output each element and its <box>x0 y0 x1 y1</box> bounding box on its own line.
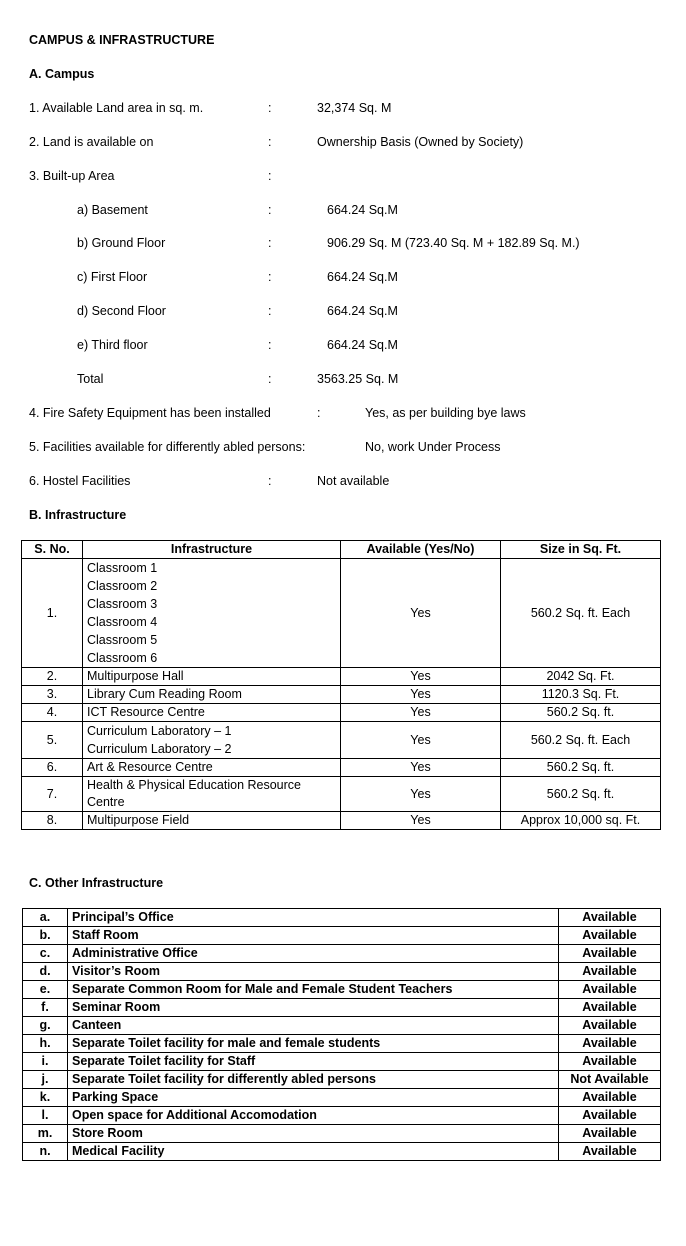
infrastructure-table <box>21 540 661 830</box>
row-sno: 7. <box>22 777 83 812</box>
row-status: Available <box>559 1017 661 1035</box>
campus-row-separator: : <box>268 135 272 149</box>
row-size: 560.2 Sq. ft. <box>501 704 661 722</box>
campus-row-value: 664.24 Sq.M <box>327 203 398 217</box>
page-title: CAMPUS & INFRASTRUCTURE <box>29 33 215 47</box>
campus-row-value: 664.24 Sq.M <box>327 304 398 318</box>
row-item: Art & Resource Centre <box>83 759 341 777</box>
campus-row-separator: : <box>268 304 272 318</box>
table-row <box>23 1071 661 1089</box>
table-row <box>23 927 661 945</box>
row-sno: 5. <box>22 722 83 759</box>
row-key: g. <box>23 1017 68 1035</box>
row-sno: 3. <box>22 686 83 704</box>
row-available: Yes <box>341 777 501 812</box>
campus-row-label: 6. Hostel Facilities <box>29 474 131 488</box>
section-infrastructure-title: B. Infrastructure <box>29 508 127 522</box>
row-item: Health & Physical Education Resource Centre <box>83 777 341 812</box>
campus-row-separator: : <box>268 169 272 183</box>
other-infrastructure-table <box>22 908 661 1161</box>
campus-row-separator: : <box>268 101 272 115</box>
campus-row-label: a) Basement <box>77 203 148 217</box>
row-name: Parking Space <box>68 1089 559 1107</box>
row-status: Available <box>559 999 661 1017</box>
header-infrastructure: Infrastructure <box>83 541 341 559</box>
row-name: Principal’s Office <box>68 909 559 927</box>
campus-row-label: b) Ground Floor <box>77 236 166 250</box>
campus-row-value: Not available <box>317 474 390 488</box>
table-row <box>23 1143 661 1161</box>
campus-row-label: 5. Facilities available for differently abled persons: <box>29 440 306 454</box>
row-sno: 1. <box>22 559 83 668</box>
row-size: 560.2 Sq. ft. <box>501 777 661 812</box>
row-name: Seminar Room <box>68 999 559 1017</box>
table-row <box>23 909 661 927</box>
row-item: Classroom 2 <box>87 579 158 593</box>
row-item: Curriculum Laboratory – 2 <box>87 742 232 756</box>
campus-row-value: 906.29 Sq. M (723.40 Sq. M + 182.89 Sq. M.) <box>327 236 580 250</box>
row-item: ICT Resource Centre <box>83 704 341 722</box>
row-infrastructure <box>83 559 341 668</box>
table-row <box>23 1035 661 1053</box>
row-key: d. <box>23 963 68 981</box>
row-name: Store Room <box>68 1125 559 1143</box>
row-key: h. <box>23 1035 68 1053</box>
row-size: Approx 10,000 sq. Ft. <box>501 812 661 830</box>
campus-row-label: 4. Fire Safety Equipment has been installed <box>29 406 271 420</box>
row-infrastructure <box>83 722 341 759</box>
campus-row-separator: : <box>268 338 272 352</box>
row-item: Curriculum Laboratory – 1 <box>87 724 232 738</box>
row-available: Yes <box>341 559 501 668</box>
table-row <box>23 1053 661 1071</box>
table-row <box>22 722 661 759</box>
campus-row-value: Yes, as per building bye laws <box>365 406 526 420</box>
row-key: c. <box>23 945 68 963</box>
row-status: Available <box>559 909 661 927</box>
row-status: Available <box>559 927 661 945</box>
row-item: Multipurpose Hall <box>83 668 341 686</box>
row-key: i. <box>23 1053 68 1071</box>
campus-row-separator: : <box>268 203 272 217</box>
campus-row-value: No, work Under Process <box>365 440 501 454</box>
row-sno: 2. <box>22 668 83 686</box>
row-size: 560.2 Sq. ft. Each <box>501 722 661 759</box>
row-name: Open space for Additional Accomodation <box>68 1107 559 1125</box>
row-name: Staff Room <box>68 927 559 945</box>
header-size: Size in Sq. Ft. <box>501 541 661 559</box>
campus-row-value: 664.24 Sq.M <box>327 270 398 284</box>
row-name: Visitor’s Room <box>68 963 559 981</box>
row-size: 560.2 Sq. ft. <box>501 759 661 777</box>
row-available: Yes <box>341 759 501 777</box>
campus-row-value: 32,374 Sq. M <box>317 101 392 115</box>
header-available: Available (Yes/No) <box>341 541 501 559</box>
table-row <box>22 759 661 777</box>
row-available: Yes <box>341 812 501 830</box>
row-status: Available <box>559 1143 661 1161</box>
row-key: k. <box>23 1089 68 1107</box>
row-sno: 6. <box>22 759 83 777</box>
table-row <box>23 981 661 999</box>
row-item: Library Cum Reading Room <box>83 686 341 704</box>
row-name: Separate Toilet facility for male and female students <box>68 1035 559 1053</box>
row-item: Classroom 3 <box>87 597 158 611</box>
table-row <box>23 1017 661 1035</box>
campus-row-label: e) Third floor <box>77 338 148 352</box>
row-status: Available <box>559 1089 661 1107</box>
row-item: Classroom 4 <box>87 615 158 629</box>
row-item: Multipurpose Field <box>83 812 341 830</box>
row-status: Available <box>559 981 661 999</box>
row-status: Available <box>559 1107 661 1125</box>
campus-row-separator: : <box>268 474 272 488</box>
row-available: Yes <box>341 704 501 722</box>
campus-row-value: 664.24 Sq.M <box>327 338 398 352</box>
row-sno: 8. <box>22 812 83 830</box>
table-row <box>23 1125 661 1143</box>
row-key: l. <box>23 1107 68 1125</box>
row-key: f. <box>23 999 68 1017</box>
row-item: Classroom 1 <box>87 561 158 575</box>
table-row <box>22 704 661 722</box>
row-item: Classroom 5 <box>87 633 158 647</box>
campus-row-label: Total <box>77 372 104 386</box>
campus-row-separator: : <box>317 406 321 420</box>
table-row <box>22 668 661 686</box>
row-size: 560.2 Sq. ft. Each <box>501 559 661 668</box>
row-key: j. <box>23 1071 68 1089</box>
section-campus-title: A. Campus <box>29 67 95 81</box>
header-sno: S. No. <box>22 541 83 559</box>
row-name: Separate Toilet facility for differently abled persons <box>68 1071 559 1089</box>
row-size: 2042 Sq. Ft. <box>501 668 661 686</box>
table-row <box>23 1107 661 1125</box>
table-row <box>22 777 661 812</box>
campus-row-separator: : <box>268 270 272 284</box>
row-key: a. <box>23 909 68 927</box>
table-row <box>22 812 661 830</box>
row-key: m. <box>23 1125 68 1143</box>
row-key: b. <box>23 927 68 945</box>
table-row <box>23 999 661 1017</box>
row-size: 1120.3 Sq. Ft. <box>501 686 661 704</box>
table-row <box>23 963 661 981</box>
row-name: Canteen <box>68 1017 559 1035</box>
campus-row-label: c) First Floor <box>77 270 148 284</box>
row-available: Yes <box>341 722 501 759</box>
row-name: Administrative Office <box>68 945 559 963</box>
section-other-title: C. Other Infrastructure <box>29 876 164 890</box>
campus-row-value: 3563.25 Sq. M <box>317 372 399 386</box>
row-key: n. <box>23 1143 68 1161</box>
row-name: Separate Toilet facility for Staff <box>68 1053 559 1071</box>
row-status: Available <box>559 963 661 981</box>
campus-row-value: Ownership Basis (Owned by Society) <box>317 135 524 149</box>
row-status: Available <box>559 1125 661 1143</box>
row-sno: 4. <box>22 704 83 722</box>
campus-row-label: d) Second Floor <box>77 304 166 318</box>
row-key: e. <box>23 981 68 999</box>
table-row <box>23 945 661 963</box>
row-status: Available <box>559 1053 661 1071</box>
campus-row-label: 2. Land is available on <box>29 135 154 149</box>
row-item: Classroom 6 <box>87 651 158 665</box>
row-name: Medical Facility <box>68 1143 559 1161</box>
row-status: Available <box>559 945 661 963</box>
campus-row-label: 3. Built-up Area <box>29 169 115 183</box>
table-row <box>22 686 661 704</box>
row-available: Yes <box>341 686 501 704</box>
row-status: Available <box>559 1035 661 1053</box>
table-header-row <box>22 541 661 559</box>
campus-row-label: 1. Available Land area in sq. m. <box>29 101 204 115</box>
campus-row-separator: : <box>268 236 272 250</box>
row-name: Separate Common Room for Male and Female Student Teachers <box>68 981 559 999</box>
campus-row-separator: : <box>268 372 272 386</box>
table-row <box>23 1089 661 1107</box>
table-row <box>22 559 661 668</box>
row-available: Yes <box>341 668 501 686</box>
row-status: Not Available <box>559 1071 661 1089</box>
